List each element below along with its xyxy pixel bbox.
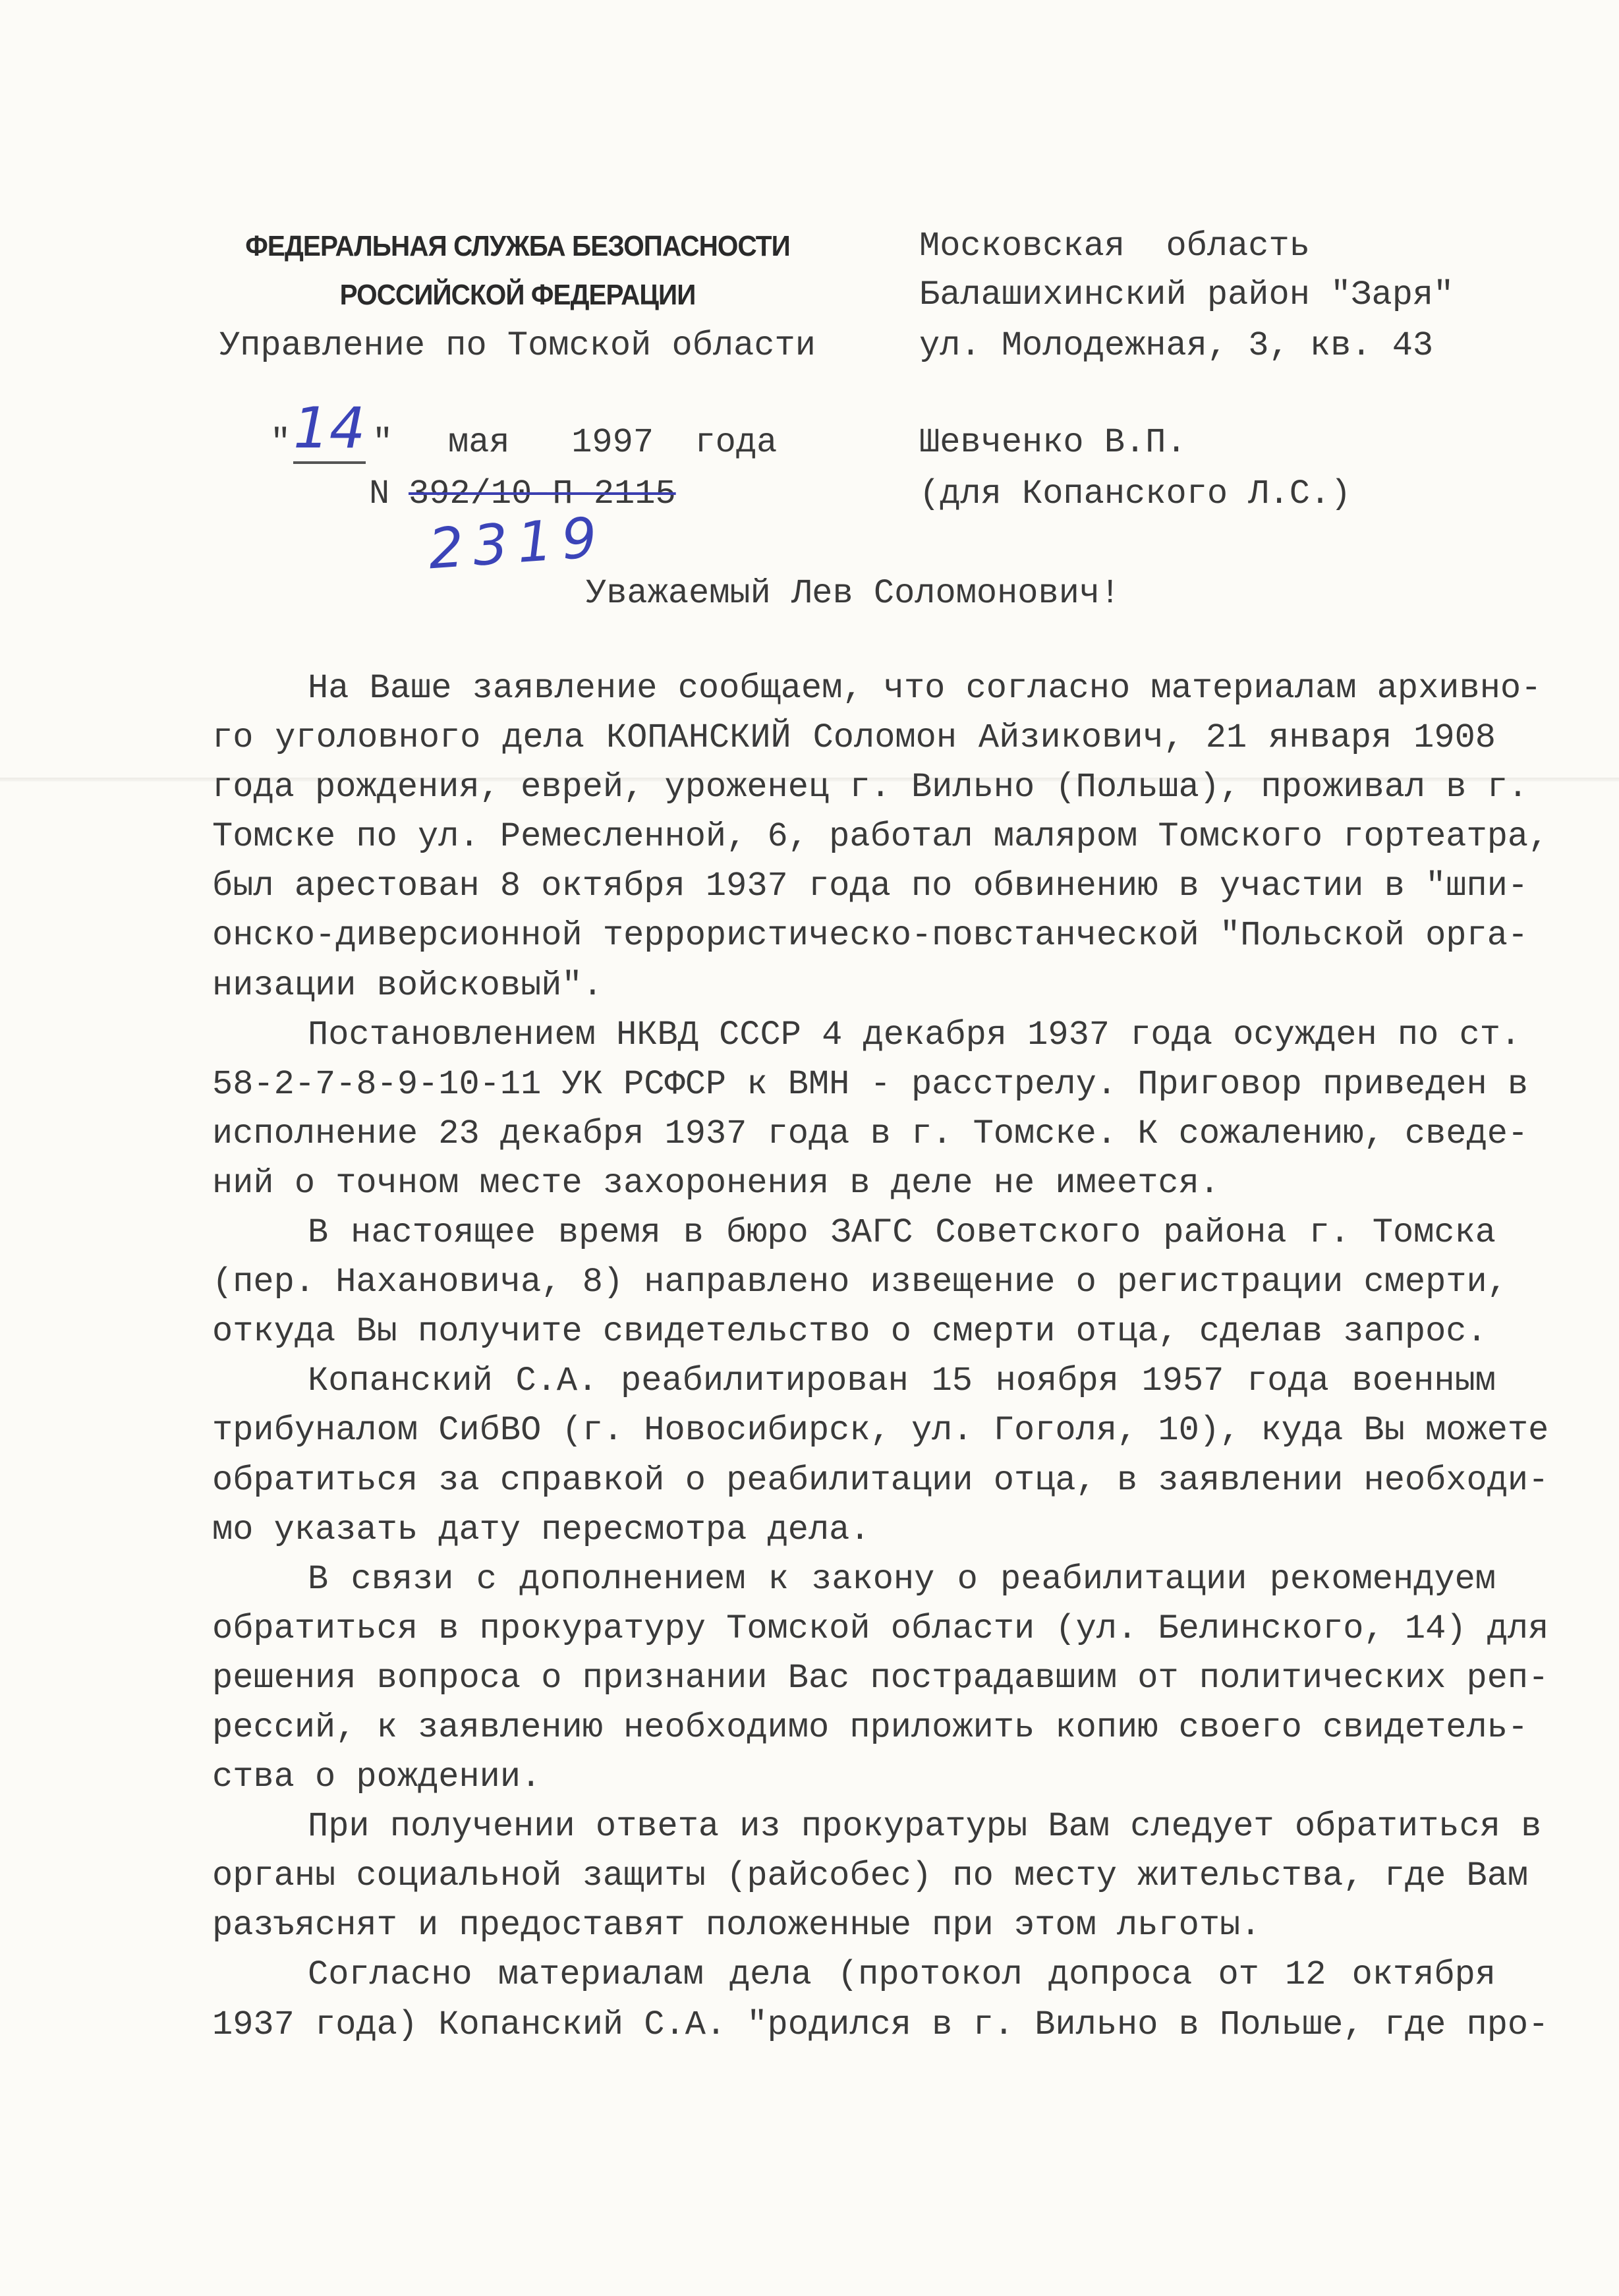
paragraph <box>212 1010 1529 1208</box>
text-line: исполнение 23 декабря 1937 года в г. Томске. К сожалению, сведе- <box>212 1114 1529 1153</box>
text-line: трибуналом СибВО (г. Новосибирск, ул. Гоголя, 10), куда Вы можете <box>212 1411 1549 1450</box>
recipient-line3: ул. Молодежная, 3, кв. 43 <box>919 326 1434 365</box>
sender-department: Управление по Томской области <box>219 326 816 365</box>
greeting: Уважаемый Лев Соломонович! <box>586 574 1121 613</box>
number-prefix: N <box>369 474 390 513</box>
text-line: ства о рождении. <box>212 1758 542 1797</box>
text-line: Томске по ул. Ремесленной, 6, работал маляром Томского гортеатра, <box>212 817 1549 857</box>
date-open-quote: " <box>270 423 291 462</box>
text-line: откуда Вы получите свидетельство о смерти отца, сделав запрос. <box>212 1312 1487 1352</box>
text-line: рессий, к заявлению необходимо приложить копию своего свидетель- <box>212 1708 1529 1747</box>
sender-org-line2: РОССИЙСКОЙ ФЕДЕРАЦИИ <box>339 279 696 311</box>
paragraph <box>212 664 1549 1010</box>
recipient-line5: (для Копанского Л.С.) <box>919 474 1351 513</box>
text-line: обратиться в прокуратуру Томской области (ул. Белинского, 14) для <box>212 1609 1549 1648</box>
text-line: 1937 года) Копанский С.А. "родился в г. Вильно в Польше, где про- <box>212 2005 1549 2044</box>
date-day-handwritten: 14 <box>293 395 366 464</box>
text-line: (пер. Нахановича, 8) направлено извещение о регистрации смерти, <box>212 1263 1508 1302</box>
paragraph <box>212 1555 1549 1802</box>
text-line: обратиться за справкой о реабилитации отца, в заявлении необходи- <box>212 1460 1549 1500</box>
text-line: В настоящее время в бюро ЗАГС Советского района г. Томска <box>308 1213 1496 1253</box>
text-line: разъяснят и предоставят положенные при этом льготы. <box>212 1906 1261 1945</box>
text-line: При получении ответа из прокуратуры Вам следует обратиться в <box>308 1807 1542 1847</box>
recipient-line2: Балашихинский район "Заря" <box>919 275 1454 314</box>
paragraph <box>212 1802 1542 1950</box>
text-line: Постановлением НКВД СССР 4 декабря 1937 года осужден по ст. <box>308 1015 1521 1054</box>
text-line: низации войсковый". <box>212 965 603 1005</box>
text-line: Согласно материалам дела (протокол допроса от 12 октября <box>308 1955 1496 1995</box>
text-line: 58-2-7-8-9-10-11 УК РСФСР к ВМН - расстрелу. Приговор приведен в <box>212 1064 1529 1104</box>
date-month-year: мая 1997 года <box>448 423 778 462</box>
paragraph <box>212 1356 1549 1554</box>
recipient-line1: Московская область <box>919 227 1310 266</box>
text-line: го уголовного дела КОПАНСКИЙ Соломон Айзикович, 21 января 1908 <box>212 718 1496 758</box>
recipient-line4: Шевченко В.П. <box>919 423 1187 462</box>
text-line: мо указать дату пересмотра дела. <box>212 1510 870 1549</box>
paragraph <box>212 1950 1549 2049</box>
text-line: года рождения, еврей, уроженец г. Вильно (Польша), проживал в г. <box>212 768 1529 807</box>
text-line: решения вопроса о признании Вас пострадавшим от политических реп- <box>212 1658 1549 1698</box>
text-line: органы социальной защиты (райсобес) по месту жительства, где Вам <box>212 1856 1529 1896</box>
letter-body <box>212 664 1549 2050</box>
text-line: онско-диверсионной террористическо-повстанческой "Польской орга- <box>212 916 1529 956</box>
text-line: На Ваше заявление сообщаем, что согласно материалам архивно- <box>308 669 1542 708</box>
sender-org-line1: ФЕДЕРАЛЬНАЯ СЛУЖБА БЕЗОПАСНОСТИ <box>245 230 790 262</box>
text-line: В связи с дополнением к закону о реабилитации рекомендуем <box>308 1559 1496 1599</box>
number-struck: 392/10-П-2115 <box>409 474 676 513</box>
date-close-quote: " <box>372 423 393 462</box>
text-line: ний о точном месте захоронения в деле не имеется. <box>212 1163 1220 1203</box>
number-handwritten: 2319 <box>426 504 608 582</box>
text-line: Копанский С.А. реабилитирован 15 ноября 1957 года военным <box>308 1362 1496 1401</box>
text-line: был арестован 8 октября 1937 года по обвинению в участии в "шпи- <box>212 867 1529 906</box>
paragraph <box>212 1208 1508 1356</box>
